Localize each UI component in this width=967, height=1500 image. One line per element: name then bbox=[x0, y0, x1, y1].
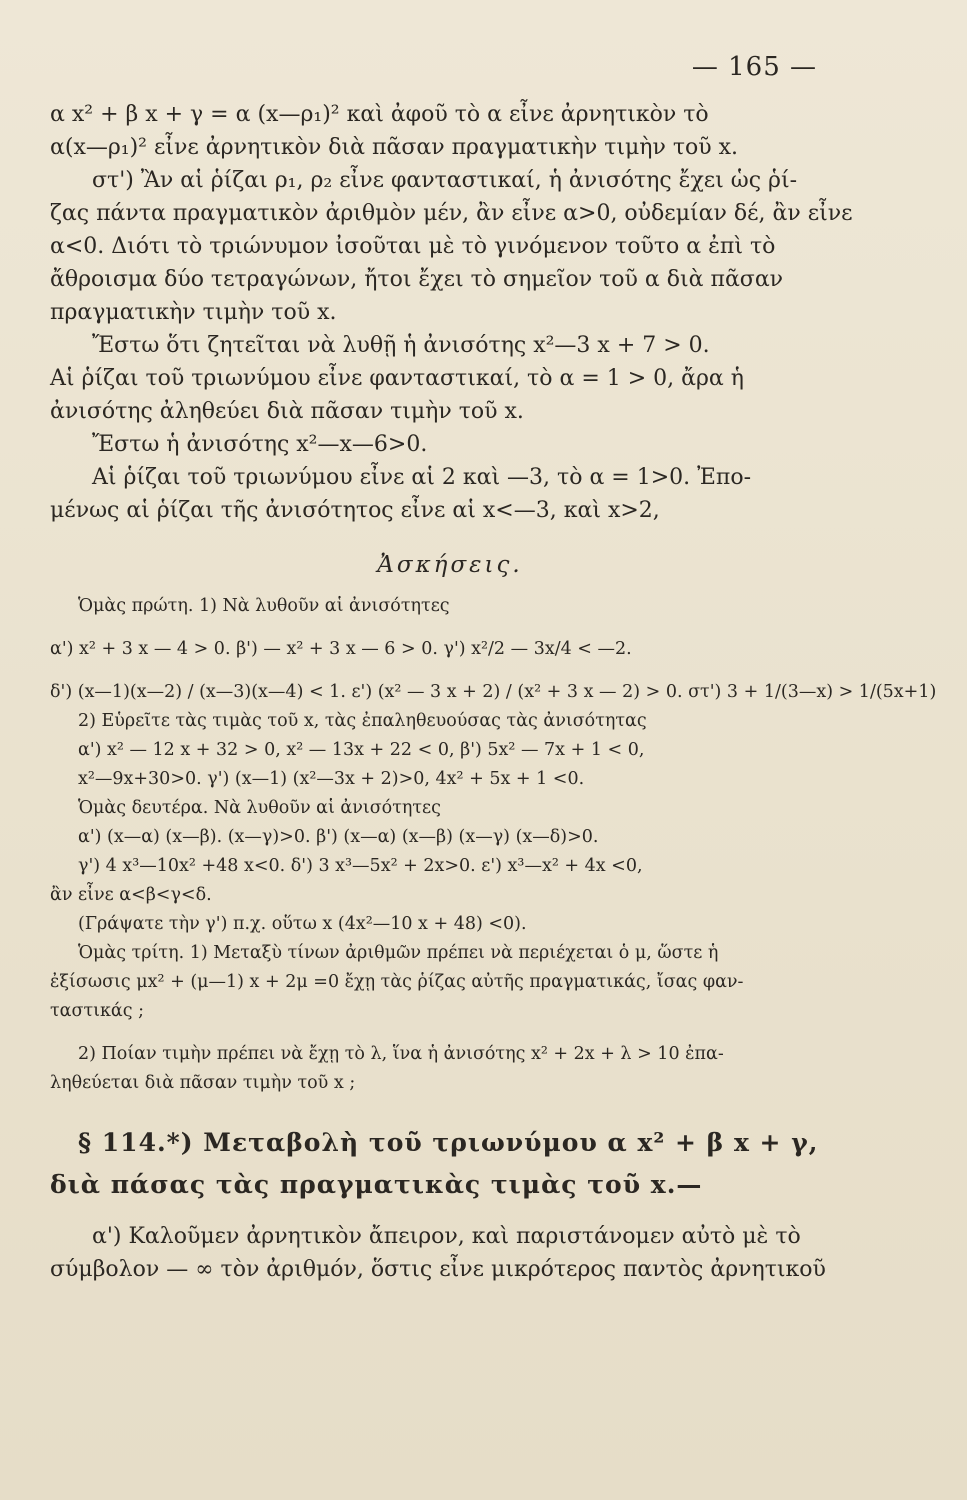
text-line: α(x—ρ₁)² εἶνε ἀρνητικὸν διὰ πᾶσαν πραγματικὴν τιμὴν τοῦ x. bbox=[50, 135, 739, 160]
exercise-line: δ') (x—1)(x—2) / (x—3)(x—4) < 1. ε') (x² — 3 x + 2) / (x² + 3 x — 2) > 0. στ') 3 + 1/(3—x) > 1/(5x+1) bbox=[50, 682, 937, 702]
section-title: § 114.*) Μεταβολὴ τοῦ τριωνύμου α x² + β x + γ, bbox=[78, 1128, 819, 1157]
page-number: — 165 — bbox=[691, 52, 817, 82]
exercise-line: (Γράψατε τὴν γ') π.χ. οὕτω x (4x²—10 x + 48) <0). bbox=[78, 914, 527, 934]
exercise-line: γ') 4 x³—10x² +48 x<0. δ') 3 x³—5x² + 2x>0. ε') x³—x² + 4x <0, bbox=[78, 856, 643, 876]
text-line: Ἔστω ἡ ἀνισότης x²—x—6>0. bbox=[92, 432, 428, 457]
exercise-line: ταστικάς ; bbox=[50, 1001, 145, 1021]
exercise-line: Ὁμὰς πρώτη. 1) Νὰ λυθοῦν αἱ ἀνισότητες bbox=[78, 596, 450, 616]
exercises-heading: Ἀσκήσεις. bbox=[377, 552, 523, 578]
text-line: α x² + β x + γ = α (x—ρ₁)² καὶ ἀφοῦ τὸ α εἶνε ἀρνητικὸν τὸ bbox=[50, 102, 709, 127]
text-line: Αἱ ῥίζαι τοῦ τριωνύμου εἶνε φανταστικαί, τὸ α = 1 > 0, ἄρα ἡ bbox=[50, 366, 744, 391]
exercise-line: ἂν εἶνε α<β<γ<δ. bbox=[50, 885, 212, 905]
text-line: στ') Ἂν αἱ ῥίζαι ρ₁, ρ₂ εἶνε φανταστικαί, ἡ ἀνισότης ἔχει ὡς ῥί- bbox=[92, 168, 798, 193]
exercise-line: Ὁμὰς δευτέρα. Νὰ λυθοῦν αἱ ἀνισότητες bbox=[78, 798, 441, 818]
exercise-line: Ὁμὰς τρίτη. 1) Μεταξὺ τίνων ἀριθμῶν πρέπει νὰ περιέχεται ὁ μ, ὥστε ἡ bbox=[78, 943, 719, 963]
exercise-line: α') x² + 3 x — 4 > 0. β') — x² + 3 x — 6 > 0. γ') x²/2 — 3x/4 < —2. bbox=[50, 639, 632, 659]
text-line: Αἱ ῥίζαι τοῦ τριωνύμου εἶνε αἱ 2 καὶ —3, τὸ α = 1>0. Ἐπο- bbox=[92, 465, 752, 490]
text-line: σύμβολον — ∞ τὸν ἀριθμόν, ὅστις εἶνε μικρότερος παντὸς ἀρνητικοῦ bbox=[50, 1257, 826, 1282]
exercises-block bbox=[50, 592, 937, 1098]
text-line: πραγματικὴν τιμὴν τοῦ x. bbox=[50, 300, 337, 325]
exercise-line: x²—9x+30>0. γ') (x—1) (x²—3x + 2)>0, 4x² + 5x + 1 <0. bbox=[78, 769, 585, 789]
page-body bbox=[50, 98, 937, 1286]
exercise-line: α') (x—α) (x—β). (x—γ)>0. β') (x—α) (x—β) (x—γ) (x—δ)>0. bbox=[78, 827, 599, 847]
exercise-line: ληθεύεται διὰ πᾶσαν τιμὴν τοῦ x ; bbox=[50, 1073, 356, 1093]
exercise-line: ἐξίσωσις μx² + (μ—1) x + 2μ =0 ἔχῃ τὰς ῥίζας αὐτῆς πραγματικάς, ἴσας φαν- bbox=[50, 972, 744, 992]
exercise-line: α') x² — 12 x + 32 > 0, x² — 13x + 22 < 0, β') 5x² — 7x + 1 < 0, bbox=[78, 740, 645, 760]
exercise-line: 2) Εὑρεῖτε τὰς τιμὰς τοῦ x, τὰς ἐπαληθευούσας τὰς ἀνισότητας bbox=[78, 711, 647, 731]
text-line: ζας πάντα πραγματικὸν ἀριθμὸν μέν, ἂν εἶνε α>0, οὐδεμίαν δέ, ἂν εἶνε bbox=[50, 201, 853, 226]
text-line: α') Καλοῦμεν ἀρνητικὸν ἄπειρον, καὶ παριστάνομεν αὐτὸ μὲ τὸ bbox=[92, 1224, 801, 1249]
text-line: ἀνισότης ἀληθεύει διὰ πᾶσαν τιμὴν τοῦ x. bbox=[50, 399, 524, 424]
text-line: Ἔστω ὅτι ζητεῖται νὰ λυθῇ ἡ ἀνισότης x²—3 x + 7 > 0. bbox=[92, 333, 710, 358]
section-title: διὰ πάσας τὰς πραγματικὰς τιμὰς τοῦ x.— bbox=[50, 1170, 703, 1199]
text-line: α<0. Διότι τὸ τριώνυμον ἰσοῦται μὲ τὸ γινόμενον τοῦτο α ἐπὶ τὸ bbox=[50, 234, 776, 259]
text-line: μένως αἱ ῥίζαι τῆς ἀνισότητος εἶνε αἱ x<—3, καὶ x>2, bbox=[50, 498, 660, 523]
text-line: ἄθροισμα δύο τετραγώνων, ἤτοι ἔχει τὸ σημεῖον τοῦ α διὰ πᾶσαν bbox=[50, 267, 784, 292]
exercise-line: 2) Ποίαν τιμὴν πρέπει νὰ ἔχῃ τὸ λ, ἵνα ἡ ἀνισότης x² + 2x + λ > 10 ἐπα- bbox=[78, 1044, 724, 1064]
